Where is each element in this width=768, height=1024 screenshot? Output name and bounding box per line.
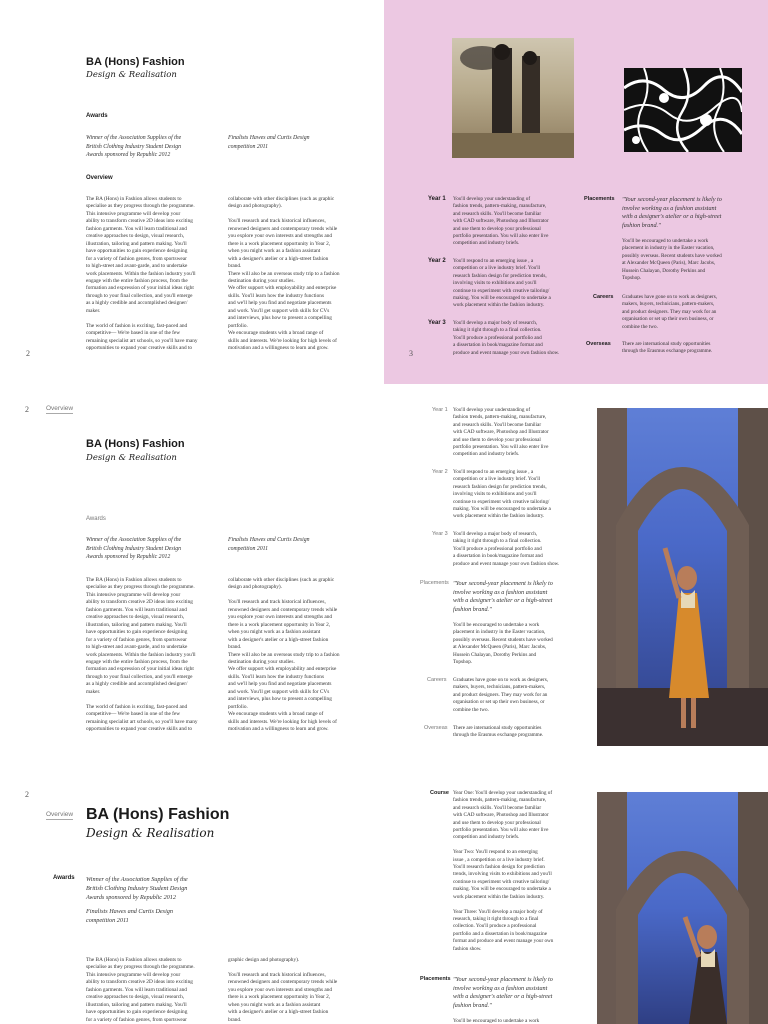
print-pattern-image [624,68,742,152]
spread-2-year-2-text: You'll respond to an emerging issue , a competition or a live industry brief. You'll research fashion design for prediction trends, involving visits to exhibitions and you'll continue to experiment with creative tailoring/ making. You will be encouraged to undertake a work placement within the fashion industry. [453,469,551,520]
placements-text: You'll be encouraged to undertake a work placement in industry in the Easter vacation, possibly overseas. Recent students have worked at Alexander McQueen (Paris), Marc Jacobs, Hussein Chalayan, Dorothy Perkins and Topshop. [622,238,722,282]
overseas-text: There are international study opportunities through the Erasmus exchange programme. [622,341,713,355]
models-photo-figures [452,38,574,158]
spread-3-overview-column-1: The BA (Hons) in Fashion allows students to specialise as they progress through the programme. This intensive programme will develop your ability to transform creative 2D ideas into exciting fashion garments. You will learn traditional and creative approaches to design, visual research, illustration, tailoring and pattern making. You'll have opportunities to gain experience designing for a variety of fashion genres, from sportswear [86,957,195,1023]
spread-2-award-2-text: Finalists Hawes and Curtis Design competition 2011 [228,537,310,552]
spread-3-page-number: 2 [25,790,29,799]
spread-3-course-text: Year One: You'll develop your understanding of fashion trends, pattern-making, manufacture, and research skills. You'll become familiar with CAD software, Photoshop and Illustrator and use them to develop your professional portfolio presentation. You will also enter live competition and industry briefs. Year Two: You'll respond to an emerging issue , a competition or a live industry brief. You'll research fashion design for prediction trends, involving visits to exhibitions and you'll continue to experiment with creative tailoring/ making. You will be encouraged to undertake a work placement within the fashion industry. Year Three: You'll develop a major body of research, taking it right through to a final collection. You'll produce a professional portfolio and a dissertation in book/magazine format and produce and event manage your own fashion show. [453,790,554,952]
spread-3-fashion-photo [597,792,768,1024]
spread-2-overseas-label: Overseas [424,725,448,731]
spread-2-year-3-label: Year 3 [432,531,448,537]
year-1-text: You'll develop your understanding of fashion trends, pattern-making, manufacture, and research skills. You'll become familiar with CAD software, Photoshop and Illustrator and use them to develop your professional portfolio presentation. You will also enter live competition and industry briefs. [453,196,549,247]
models-photo [452,38,574,158]
spread-3-subtitle: Design & Realisation [86,826,215,840]
page-number-left: 2 [26,349,30,358]
spread-2-careers-label: Careers [427,677,447,683]
spread-2-placements-label: Placements [420,580,449,586]
spread-2-placements-quote: "Your second-year placement is likely to involve working as a fashion assistant with a designer's atelier or a high-street fashion brand." [453,580,553,613]
placements-quote: "Your second-year placement is likely to involve working as a fashion assistant with a designer's atelier or a high-street fashion brand." [622,196,722,229]
overview-label: Overview [86,175,113,181]
award-1-text: Winner of the Association Supplies of the British Clothing Industry Student Design Awards sponsored by Republic 2012 [86,135,182,159]
spread-3-placements-text: You'll be encouraged to undertake a work [453,1018,540,1024]
spread-2-page-number: 2 [25,405,29,414]
page-title: BA (Hons) Fashion [86,56,185,68]
spread-2-year-1-text: You'll develop your understanding of fashion trends, pattern-making, manufacture, and research skills. You'll become familiar with CAD software, Photoshop and Illustrator and use them to develop your professional portfolio presentation. You will also enter live competition and industry briefs. [453,407,549,458]
spread-3-title: BA (Hons) Fashion [86,806,230,823]
print-pattern-shapes [624,68,742,152]
year-2-text: You'll respond to an emerging issue , a competition or a live industry brief. You'll research fashion design for prediction trends, involving visits to exhibitions and you'll continue to experiment with creative tailoring/ making. You will be encouraged to undertake a work placement within the fashion industry. [453,258,551,309]
award-2-text: Finalists Hawes and Curtis Design competition 2011 [228,135,310,150]
spread-2-fashion-photo [597,408,768,746]
overview-column-2: collaborate with other disciplines (such as graphic design and photography). You'll research and track historical influences, renowned designers and contemporary trends while you explore your own interests and strengths and there is a work placement opportunity in Year 2, when you might work as a fashion assistant with a designer's atelier or a high-street fashion brand. There will also be an overseas study trip to a fashion destination during your studies. We offer support with employability and enterprise skills. You'll learn how the industry functions and we'll help you find and negotiate placements and work. You'll get support with skills for CVs and interviews, plus how to present a compelling portfolio. We encourage students with a broad range of skills and interests. We're looking for high levels of motivation and a willingness to learn and grow. [228,196,340,352]
spread-3-award-2-text: Finalists Hawes and Curtis Design competition 2011 [86,908,173,925]
spread-3-overview-column-2: graphic design and photography). You'll research and track historical influences, renowned designers and contemporary trends while you explore your own interests and strengths and there is a work placement opportunity in Year 2, when you might work as a fashion assistant with a designer's atelier or a high-street fashion brand. [228,957,338,1023]
spread-2-award-1-text: Winner of the Association Supplies of the British Clothing Industry Student Design Awards sponsored by Republic 2012 [86,537,182,561]
spread-2-overview-column-1: The BA (Hons) in Fashion allows students to specialise as they progress through the programme. This intensive programme will develop your ability to transform creative 2D ideas into exciting fashion garments. You will learn traditional and creative approaches to design, visual research, illustration, tailoring and pattern making. You'll have opportunities to gain experience designing for a variety of fashion genres, from sportswear to high-street and avant-garde, and to undertake work placements. Within the fashion industry you'll engage with the entire fashion process, from the formation and expression of your initial ideas right through to your final collection, and you'll emerge as a highly credible and accomplished designer/ maker. The world of fashion is exciting, fast-paced and competitive— We're based in one of the few remaining specialist art schools, so you'll have many opportunities to expand your creative skills and to [86,577,198,733]
overview-column-1: The BA (Hons) in Fashion allows students to specialise as they progress through the programme. This intensive programme will develop your ability to transform creative 2D ideas into exciting fashion garments. You will learn traditional and creative approaches to design, visual research, illustration, tailoring and pattern making. You'll have opportunities to gain experience designing for a variety of fashion genres, from sportswear to high-street and avant-garde, and to undertake work placements. Within the fashion industry you'll engage with the entire fashion process, from the formation and expression of your initial ideas right through to your final collection, and you'll emerge as a highly credible and accomplished designer/ maker. The world of fashion is exciting, fast-paced and competitive— We're based in one of the few remaining specialist art schools, so you'll have many opportunities to expand your creative skills and to [86,196,198,352]
page-number-right: 3 [409,349,413,358]
spread-2-title: BA (Hons) Fashion [86,438,185,450]
year-3-text: You'll develop a major body of research, taking it right through to a final collection. You'll produce a professional portfolio and a dissertation in book/magazine format and produce and event manage your own fashion show. [453,320,560,356]
spread-2-overseas-text: There are international study opportunities through the Erasmus exchange programme. [453,725,544,739]
year-2-label: Year 2 [428,258,446,264]
spread-2-awards-label: Awards [86,516,106,522]
spread-3-award-1-text: Winner of the Association Supplies of the British Clothing Industry Student Design Awards sponsored by Republic 2012 [86,876,188,902]
spread-2-nav-overview[interactable]: Overview [46,405,74,412]
spread-2-photo-scene [597,408,768,746]
spread-3-photo-scene [597,792,768,1024]
spread-2-placements-text: You'll be encouraged to undertake a work placement in industry in the Easter vacation, possibly overseas. Recent students have worked at Alexander McQueen (Paris), Marc Jacobs, Hussein Chalayan, Dorothy Perkins and Topshop. [453,622,553,666]
careers-text: Graduates have gone on to work as designers, makers, buyers, technicians, pattern-makers, and product designers. They may work for an organisation or set up their own business, or combine the two. [622,294,718,330]
page-subtitle: Design & Realisation [86,70,177,80]
overseas-label: Overseas [586,341,611,347]
careers-label: Careers [593,294,614,300]
spread-3-placements-label: Placements [420,976,451,982]
placements-label: Placements [584,196,615,202]
year-3-label: Year 3 [428,320,446,326]
spread-2-subtitle: Design & Realisation [86,453,177,463]
year-1-label: Year 1 [428,196,446,202]
spread-2-year-3-text: You'll develop a major body of research, taking it right through to a final collection. You'll produce a professional portfolio and a dissertation in book/magazine format and produce and event manage your own fashion show. [453,531,560,567]
spread-3-course-label: Course [430,790,449,796]
awards-label: Awards [86,113,108,119]
spread-2-year-1-label: Year 1 [432,407,448,413]
spread-2-year-2-label: Year 2 [432,469,448,475]
spread-3-nav-overview[interactable]: Overview [46,811,74,818]
spread-2-careers-text: Graduates have gone on to work as designers, makers, buyers, technicians, pattern-makers, and product designers. They may work for an organisation or set up their own business, or combine the two. [453,677,549,713]
spread-2-overview-column-2: collaborate with other disciplines (such as graphic design and photography). You'll research and track historical influences, renowned designers and contemporary trends while you explore your own interests and strengths and there is a work placement opportunity in Year 2, when you might work as a fashion assistant with a designer's atelier or a high-street fashion brand. There will also be an overseas study trip to a fashion destination during your studies. We offer support with employability and enterprise skills. You'll learn how the industry functions and we'll help you find and negotiate placements and work. You'll get support with skills for CVs and interviews, plus how to present a compelling portfolio. We encourage students with a broad range of skills and interests. We're looking for high levels of motivation and a willingness to learn and grow. [228,577,340,733]
spread-3-placements-quote: "Your second-year placement is likely to involve working as a fashion assistant with a designer's atelier or a high-street fashion brand." [453,976,553,1009]
spread-3-awards-label: Awards [53,875,75,881]
